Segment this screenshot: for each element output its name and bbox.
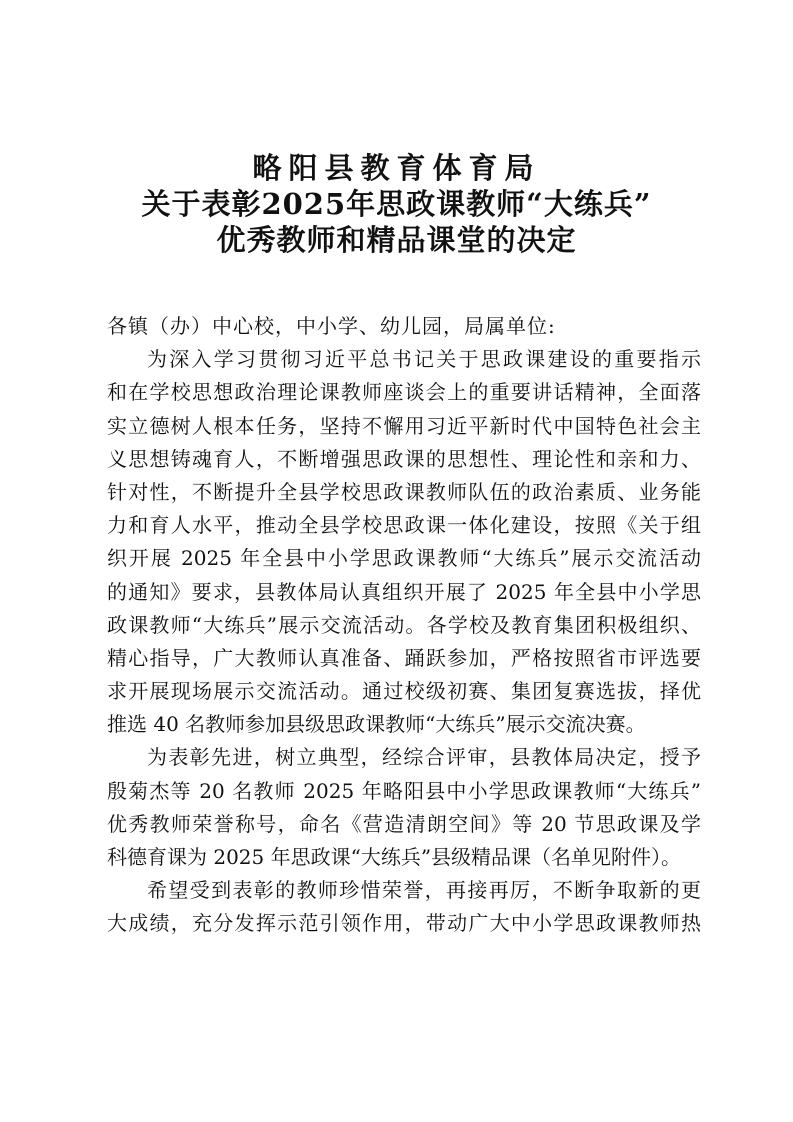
paragraph-line: 义思想铸魂育人，不断增强思政课的思想性、理论性和亲和力、	[107, 446, 701, 471]
paragraph-line: 的通知》要求，县教体局认真组织开展了 2025 年全县中小学思	[107, 579, 701, 604]
paragraph-line: 希望受到表彰的教师珍惜荣誉，再接再厉，不断争取新的更	[147, 878, 701, 903]
title-line-subject-cont: 优秀教师和精品课堂的决定	[216, 223, 577, 257]
paragraph-line: 力和育人水平，推动全县学校思政课一体化建设，按照《关于组	[107, 513, 701, 538]
document-title	[0, 150, 793, 258]
paragraph-line: 为深入学习贯彻习近平总书记关于思政课建设的重要指示	[147, 347, 701, 372]
paragraph-line: 科德育课为 2025 年思政课“大练兵”县级精品课（名单见附件）。	[107, 845, 682, 869]
title-line-issuer: 略阳县教育体育局	[252, 151, 541, 185]
title-line-subject: 关于表彰2025年思政课教师“大练兵”	[141, 187, 652, 221]
paragraph-line: 优秀教师荣誉称号，命名《营造清朗空间》等 20 节思政课及学	[107, 811, 701, 836]
paragraph-line: 大成绩，充分发挥示范引领作用，带动广大中小学思政课教师热	[107, 911, 701, 936]
salutation: 各镇（办）中心校，中小学、幼儿园，局属单位:	[107, 314, 556, 338]
paragraph-expectation	[107, 874, 701, 940]
paragraph-line: 实立德树人根本任务，坚持不懈用习近平新时代中国特色社会主	[107, 413, 701, 438]
paragraph-line: 精心指导，广大教师认真准备、踊跃参加，严格按照省市评选要	[107, 645, 701, 670]
paragraph-background	[107, 343, 701, 741]
paragraph-line: 织开展 2025 年全县中小学思政课教师“大练兵”展示交流活动	[107, 546, 701, 571]
paragraph-line: 求开展现场展示交流活动。通过校级初赛、集团复赛选拔，择优	[107, 679, 701, 704]
paragraph-line: 政课教师“大练兵”展示交流活动。各学校及教育集团积极组织、	[107, 612, 701, 637]
paragraph-line: 针对性，不断提升全县学校思政课教师队伍的政治素质、业务能	[107, 479, 701, 504]
paragraph-line: 推选 40 名教师参加县级思政课教师“大练兵”展示交流决赛。	[107, 712, 646, 737]
paragraph-line: 殷菊杰等 20 名教师 2025 年略阳县中小学思政课教师“大练兵”	[107, 778, 701, 803]
document-body	[107, 310, 701, 941]
paragraph-line: 和在学校思想政治理论课教师座谈会上的重要讲话精神，全面落	[107, 380, 701, 405]
paragraph-commendation	[107, 741, 701, 874]
paragraph-line: 为表彰先进，树立典型，经综合评审，县教体局决定，授予	[147, 745, 701, 770]
